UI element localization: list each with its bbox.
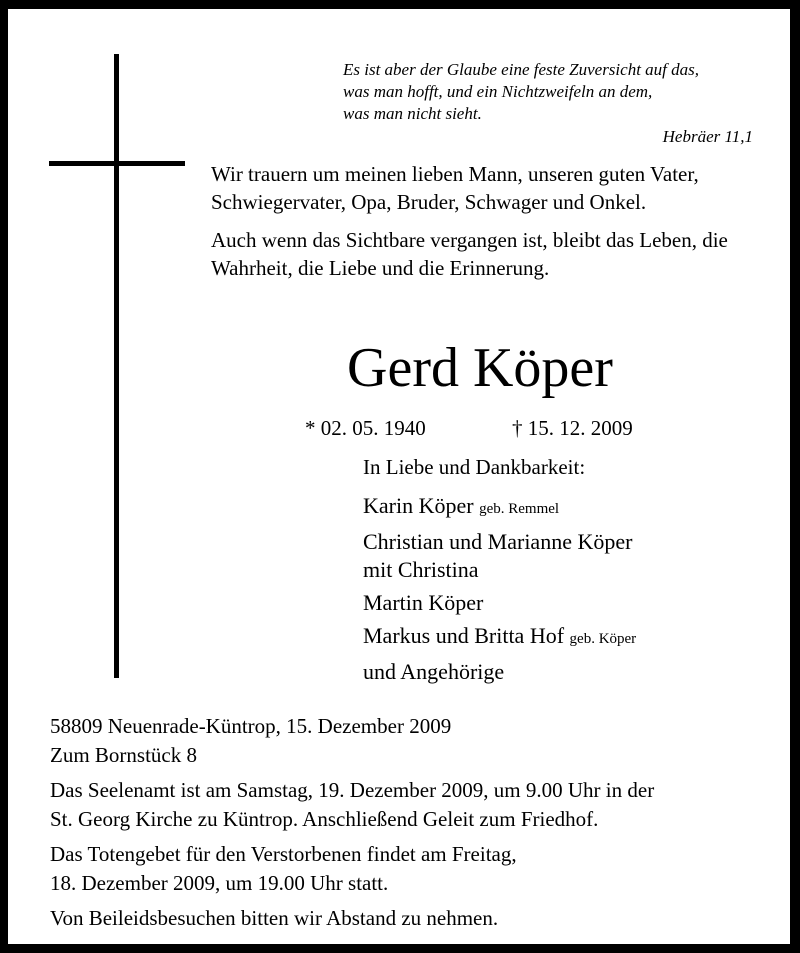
intro-text — [211, 160, 731, 282]
cross-icon-horizontal-bar — [49, 161, 185, 166]
mourner-entry — [363, 589, 763, 617]
quote-reference: Hebräer 11,1 — [662, 127, 753, 146]
deceased-name: Gerd Köper — [347, 337, 613, 399]
requiem-line: St. Georg Kirche zu Küntrop. Anschließend Geleit zum Friedhof. — [50, 807, 599, 831]
mourners-list — [363, 492, 763, 691]
mourner-entry — [363, 492, 763, 523]
mourner-name-continuation: mit Christina — [363, 557, 479, 582]
intro-paragraph-mourning: Wir trauern um meinen lieben Mann, unseren guten Vater, Schwiegervater, Opa, Bruder, Schwager und Onkel. — [211, 162, 699, 214]
requiem-line: Das Seelenamt ist am Samstag, 19. Dezember 2009, um 9.00 Uhr in der — [50, 778, 655, 802]
condolence-note: Von Beileidsbesuchen bitten wir Abstand zu nehmen. — [50, 906, 499, 930]
birth-date: * 02. 05. 1940 — [305, 416, 426, 440]
intro-paragraph-memory: Auch wenn das Sichtbare vergangen ist, bleibt das Leben, die Wahrheit, die Liebe und die Erinnerung. — [211, 228, 728, 280]
prayer-line: 18. Dezember 2009, um 19.00 Uhr statt. — [50, 871, 389, 895]
mourner-maiden-name: geb. Remmel — [479, 501, 560, 517]
cross-icon-vertical-bar — [114, 54, 119, 678]
mourner-name: Markus und Britta Hof — [363, 623, 565, 648]
mourner-maiden-name: geb. Köper — [569, 631, 637, 647]
death-date: † 15. 12. 2009 — [512, 416, 633, 440]
service-information — [50, 712, 770, 933]
quote-line: Es ist aber der Glaube eine feste Zuversicht auf das, — [343, 60, 700, 79]
mourner-entry — [363, 658, 763, 686]
quote-line: was man hofft, und ein Nichtzweifeln an dem, — [343, 82, 653, 101]
mourners-heading: In Liebe und Dankbarkeit: — [363, 455, 586, 479]
requiem-notice — [50, 776, 770, 834]
mourner-name: Martin Köper — [363, 590, 484, 615]
mourner-name: Christian und Marianne Köper — [363, 529, 633, 554]
quote-line: was man nicht sieht. — [343, 104, 482, 123]
mourner-entry — [363, 622, 763, 653]
place-date-text: 58809 Neuenrade-Küntrop, 15. Dezember 2009 — [50, 714, 452, 738]
prayer-notice — [50, 840, 770, 898]
mourner-name: Karin Köper — [363, 493, 474, 518]
bible-quote — [343, 59, 755, 148]
place-and-date — [50, 712, 770, 770]
mourner-name: und Angehörige — [363, 659, 505, 684]
mourner-entry — [363, 528, 763, 584]
address-text: Zum Bornstück 8 — [50, 743, 197, 767]
prayer-line: Das Totengebet für den Verstorbenen findet am Freitag, — [50, 842, 517, 866]
